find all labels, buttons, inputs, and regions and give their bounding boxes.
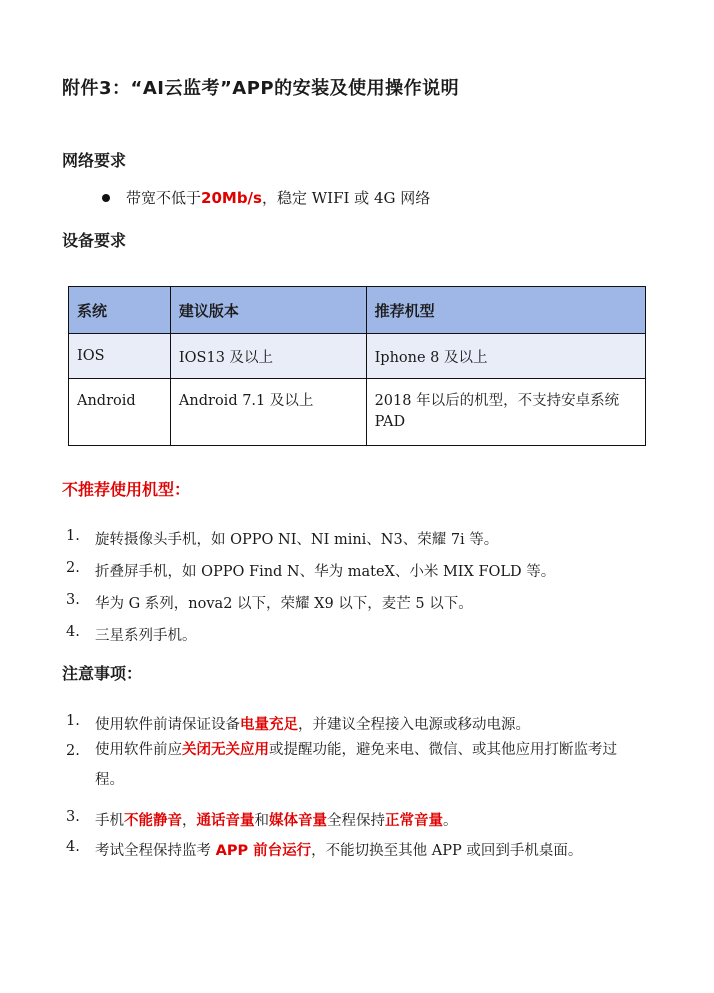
bullet-text-suffix: ，稳定 WIFI 或 4G 网络: [261, 189, 431, 207]
list-item: [62, 809, 625, 839]
list-item: [62, 592, 555, 624]
highlight-text: 通话音量: [196, 813, 255, 829]
list-text: [95, 839, 582, 869]
table-cell: Android: [69, 379, 171, 446]
list-item: [62, 560, 555, 592]
bandwidth-value: 20Mb/s: [201, 188, 262, 207]
list-text: 旋转摄像头手机，如 OPPO NI、NI mini、N3、荣耀 7i 等。: [95, 532, 499, 548]
bullet-dot-icon: [102, 194, 110, 202]
list-text: 折叠屏手机，如 OPPO Find N、华为 mateX、小米 MIX FOLD 等。: [95, 564, 556, 580]
highlight-text: 电量充足: [240, 717, 298, 733]
text-segment: ，: [182, 813, 197, 829]
list-number: 2.: [66, 560, 80, 576]
list-number: 3.: [66, 809, 80, 825]
table-cell: IOS: [69, 334, 171, 379]
table-cell: Iphone 8 及以上: [366, 334, 645, 379]
text-segment: 使用软件前请保证设备: [95, 717, 240, 733]
table-cell: Android 7.1 及以上: [170, 379, 366, 446]
bullet-text-prefix: 带宽不低于: [126, 189, 202, 207]
list-item: [62, 743, 625, 809]
list-text: [95, 735, 625, 809]
text-segment: 手机: [95, 813, 124, 829]
list-number: 3.: [66, 592, 80, 608]
text-segment: 全程保持: [327, 813, 385, 829]
notes-list: [62, 713, 625, 869]
table-cell: IOS13 及以上: [170, 334, 366, 379]
list-item: [62, 528, 555, 560]
page-title: 附件3：“AI云监考”APP的安装及使用操作说明: [62, 78, 460, 99]
network-heading: 网络要求: [62, 151, 127, 170]
table-header-cell: 系统: [69, 287, 171, 334]
list-item: [62, 839, 625, 869]
text-segment: 和: [254, 813, 269, 829]
highlight-text: 不能静音: [124, 813, 182, 829]
table-header-cell: 建议版本: [170, 287, 366, 334]
text-segment: 或提醒功能，避免来电、微信、或其他应用打断监考过程。: [95, 742, 617, 788]
list-text: [95, 809, 458, 839]
device-heading: 设备要求: [62, 231, 127, 250]
table-header-row: [69, 287, 646, 334]
list-item: [62, 624, 555, 656]
not-recommended-list: [62, 528, 555, 656]
not-recommended-heading: 不推荐使用机型：: [62, 480, 191, 499]
list-number: 4.: [66, 624, 80, 640]
text-segment: ，并建议全程接入电源或移动电源。: [298, 717, 530, 733]
list-number: 2.: [66, 743, 80, 759]
highlight-text: APP 前台运行: [215, 843, 312, 859]
table-cell: 2018 年以后的机型，不支持安卓系统 PAD: [366, 379, 645, 446]
list-number: 1.: [66, 713, 80, 729]
network-bullet: [102, 187, 430, 208]
highlight-text: 正常音量: [385, 813, 443, 829]
notes-heading: 注意事项：: [62, 664, 143, 683]
list-text: 三星系列手机。: [95, 628, 197, 644]
device-requirements-table: [68, 286, 646, 446]
text-segment: 考试全程保持监考: [95, 843, 216, 859]
list-number: 1.: [66, 528, 80, 544]
text-segment: ，不能切换至其他 APP 或回到手机桌面。: [311, 843, 583, 859]
text-segment: 。: [443, 813, 458, 829]
table-row: [69, 334, 646, 379]
list-number: 4.: [66, 839, 80, 855]
list-text: 华为 G 系列，nova2 以下，荣耀 X9 以下，麦芒 5 以下。: [95, 596, 473, 612]
highlight-text: 关闭无关应用: [182, 742, 269, 758]
table-row: [69, 379, 646, 446]
highlight-text: 媒体音量: [269, 813, 327, 829]
text-segment: 使用软件前应: [95, 742, 182, 758]
table-header-cell: 推荐机型: [366, 287, 645, 334]
